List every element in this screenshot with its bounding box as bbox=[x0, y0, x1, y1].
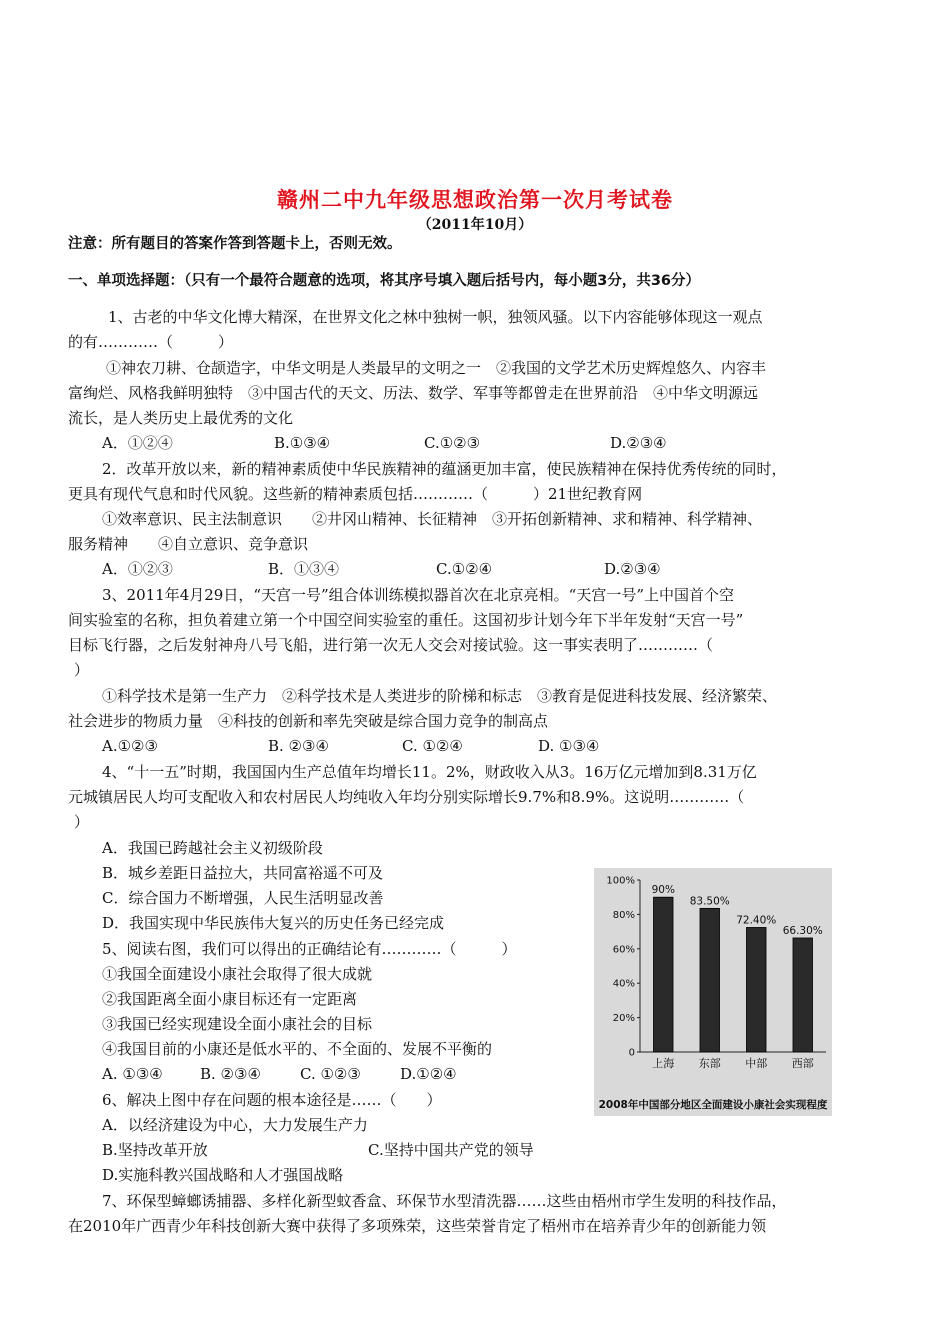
q1-option-b: B.①③④ bbox=[274, 434, 331, 452]
q5-option-b: B. ②③④ bbox=[200, 1065, 261, 1083]
x-tick-label: 上海 bbox=[652, 1057, 675, 1070]
bar-chart-svg bbox=[594, 868, 832, 1116]
q1-item-3: 流长，是人类历史上最优秀的文化 bbox=[68, 409, 294, 427]
q1-option-c: C.①②③ bbox=[424, 434, 481, 452]
bar-chart bbox=[594, 868, 832, 1116]
y-tick-label: 60% bbox=[612, 944, 635, 956]
bar-data-label: 90% bbox=[651, 884, 675, 897]
q4-option-b: B．城乡差距日益拉大，共同富裕遥不可及 bbox=[102, 864, 384, 882]
q6-option-a: A．以经济建设为中心，大力发展生产力 bbox=[102, 1116, 368, 1134]
page-title: 赣州二中九年级思想政治第一次月考试卷 bbox=[277, 188, 673, 212]
chart-title: 2008年中国部分地区全面建设小康社会实现程度 bbox=[598, 1099, 828, 1111]
q7-stem-1: 7、环保型蟑螂诱捕器、多样化新型蚊香盒、环保节水型清洗器……这些由梧州市学生发明的科技作品， bbox=[102, 1192, 787, 1210]
q5-option-a: A. ①③④ bbox=[102, 1065, 163, 1083]
q5-item-2: ②我国距离全面小康目标还有一定距离 bbox=[102, 990, 358, 1008]
bar-2 bbox=[746, 927, 766, 1052]
q2-item-2: 服务精神 ④自立意识、竞争意识 bbox=[68, 535, 309, 553]
exam-date: （2011年10月） bbox=[417, 217, 533, 233]
bar-data-label: 83.50% bbox=[689, 895, 730, 908]
q3-option-b: B. ②③④ bbox=[268, 737, 329, 755]
bar-0 bbox=[653, 897, 673, 1052]
bar-1 bbox=[700, 908, 720, 1052]
bar-data-label: 66.30% bbox=[782, 924, 823, 937]
q6-option-b: B.坚持改革开放 bbox=[102, 1141, 208, 1159]
q3-option-c: C. ①②④ bbox=[402, 737, 463, 755]
notice: 注意：所有题目的答案作答到答题卡上，否则无效。 bbox=[68, 236, 402, 252]
q3-option-a: A.①②③ bbox=[102, 737, 158, 755]
q4-option-a: A．我国已跨越社会主义初级阶段 bbox=[102, 839, 323, 857]
y-tick-label: 0 bbox=[628, 1047, 635, 1059]
q3-stem-1: 3、2011年4月29日，“天宫一号”组合体训练模拟器首次在北京亮相。“天宫一号”上中国首个空 bbox=[102, 586, 735, 604]
q6-stem: 6、解决上图中存在问题的根本途径是……（ ） bbox=[102, 1091, 442, 1109]
q2-stem-2: 更具有现代气息和时代风貌。这些新的精神素质包括…………（ ）21世纪教育网 bbox=[68, 485, 643, 503]
q7-stem-2: 在2010年广西青少年科技创新大赛中获得了多项殊荣，这些荣誉肯定了梧州市在培养青少年的创新能力领 bbox=[68, 1217, 767, 1235]
x-tick-label: 东部 bbox=[698, 1057, 721, 1070]
q5-item-3: ③我国已经实现建设全面小康社会的目标 bbox=[102, 1015, 373, 1033]
q5-stem: 5、阅读右图，我们可以得出的正确结论有…………（ ） bbox=[102, 940, 517, 958]
q2-option-d: D.②③④ bbox=[604, 560, 661, 578]
y-tick-label: 20% bbox=[612, 1013, 635, 1025]
bar-data-label: 72.40% bbox=[736, 914, 777, 927]
q5-item-4: ④我国目前的小康还是低水平的、不全面的、发展不平衡的 bbox=[102, 1040, 493, 1058]
x-tick-label: 西部 bbox=[791, 1057, 814, 1070]
section-heading: 一、单项选择题：（只有一个最符合题意的选项，将其序号填入题后括号内，每小题3分，共36分） bbox=[68, 273, 701, 289]
q2-option-a: A．①②③ bbox=[102, 560, 173, 578]
q3-item-1: ①科学技术是第一生产力 ②科学技术是人类进步的阶梯和标志 ③教育是促进科技发展、经济繁荣、 bbox=[102, 687, 778, 705]
q2-option-c: C.①②④ bbox=[436, 560, 493, 578]
q1-item-2: 富绚烂、风格我鲜明独特 ③中国古代的天文、历法、数学、军事等都曾走在世界前沿 ④中华文明源远 bbox=[68, 384, 759, 402]
q1-stem-2: 的有…………（ ） bbox=[68, 333, 234, 351]
q1-option-a: A．①②④ bbox=[102, 434, 173, 452]
q3-item-2: 社会进步的物质力量 ④科技的创新和率先突破是综合国力竞争的制高点 bbox=[68, 712, 549, 730]
q6-option-c: C.坚持中国共产党的领导 bbox=[368, 1141, 534, 1159]
y-tick-label: 80% bbox=[612, 909, 635, 921]
q4-stem-2: 元城镇居民人均可支配收入和农村居民人均纯收入年均分别实际增长9.7%和8.9%。这说明…………（ bbox=[68, 788, 745, 806]
q5-option-d: D.①②④ bbox=[400, 1065, 457, 1083]
bar-3 bbox=[793, 938, 813, 1052]
q4-option-d: D．我国实现中华民族伟大复兴的历史任务已经完成 bbox=[102, 914, 445, 932]
q2-stem-1: 2．改革开放以来，新的精神素质使中华民族精神的蕴涵更加丰富，使民族精神在保持优秀传统的同时， bbox=[102, 460, 787, 478]
q4-option-c: C．综合国力不断增强，人民生活明显改善 bbox=[102, 889, 384, 907]
q3-stem-2: 间实验室的名称，担负着建立第一个中国空间实验室的重任。这国初步计划今年下半年发射“天宫一号” bbox=[68, 611, 744, 629]
q2-item-1: ①效率意识、民主法制意识 ②井冈山精神、长征精神 ③开拓创新精神、求和精神、科学精神、 bbox=[102, 510, 763, 528]
y-tick-label: 40% bbox=[612, 978, 635, 990]
q4-stem-3: ） bbox=[74, 813, 90, 831]
q5-item-1: ①我国全面建设小康社会取得了很大成就 bbox=[102, 965, 373, 983]
q3-stem-4: ） bbox=[74, 661, 90, 679]
q1-item-1: ①神农刀耕、仓颉造字，中华文明是人类最早的文明之一 ②我国的文学艺术历史辉煌悠久、内容丰 bbox=[106, 359, 767, 377]
q1-stem-1: 1、古老的中华文化博大精深，在世界文化之林中独树一帜，独领风骚。以下内容能够体现这一观点 bbox=[108, 308, 763, 326]
q2-option-b: B．①③④ bbox=[268, 560, 340, 578]
y-tick-label: 100% bbox=[606, 875, 635, 887]
q3-stem-3: 目标飞行器，之后发射神舟八号飞船，进行第一次无人交会对接试验。这一事实表明了…………（ bbox=[68, 636, 714, 654]
q1-option-d: D.②③④ bbox=[610, 434, 667, 452]
q5-option-c: C. ①②③ bbox=[300, 1065, 361, 1083]
q6-option-d: D.实施科教兴国战略和人才强国战略 bbox=[102, 1166, 344, 1184]
q4-stem-1: 4、“十一五”时期，我国国内生产总值年均增长11。2%，财政收入从3。16万亿元增加到8.31万亿 bbox=[102, 763, 757, 781]
q3-option-d: D. ①③④ bbox=[538, 737, 600, 755]
x-tick-label: 中部 bbox=[745, 1057, 768, 1070]
